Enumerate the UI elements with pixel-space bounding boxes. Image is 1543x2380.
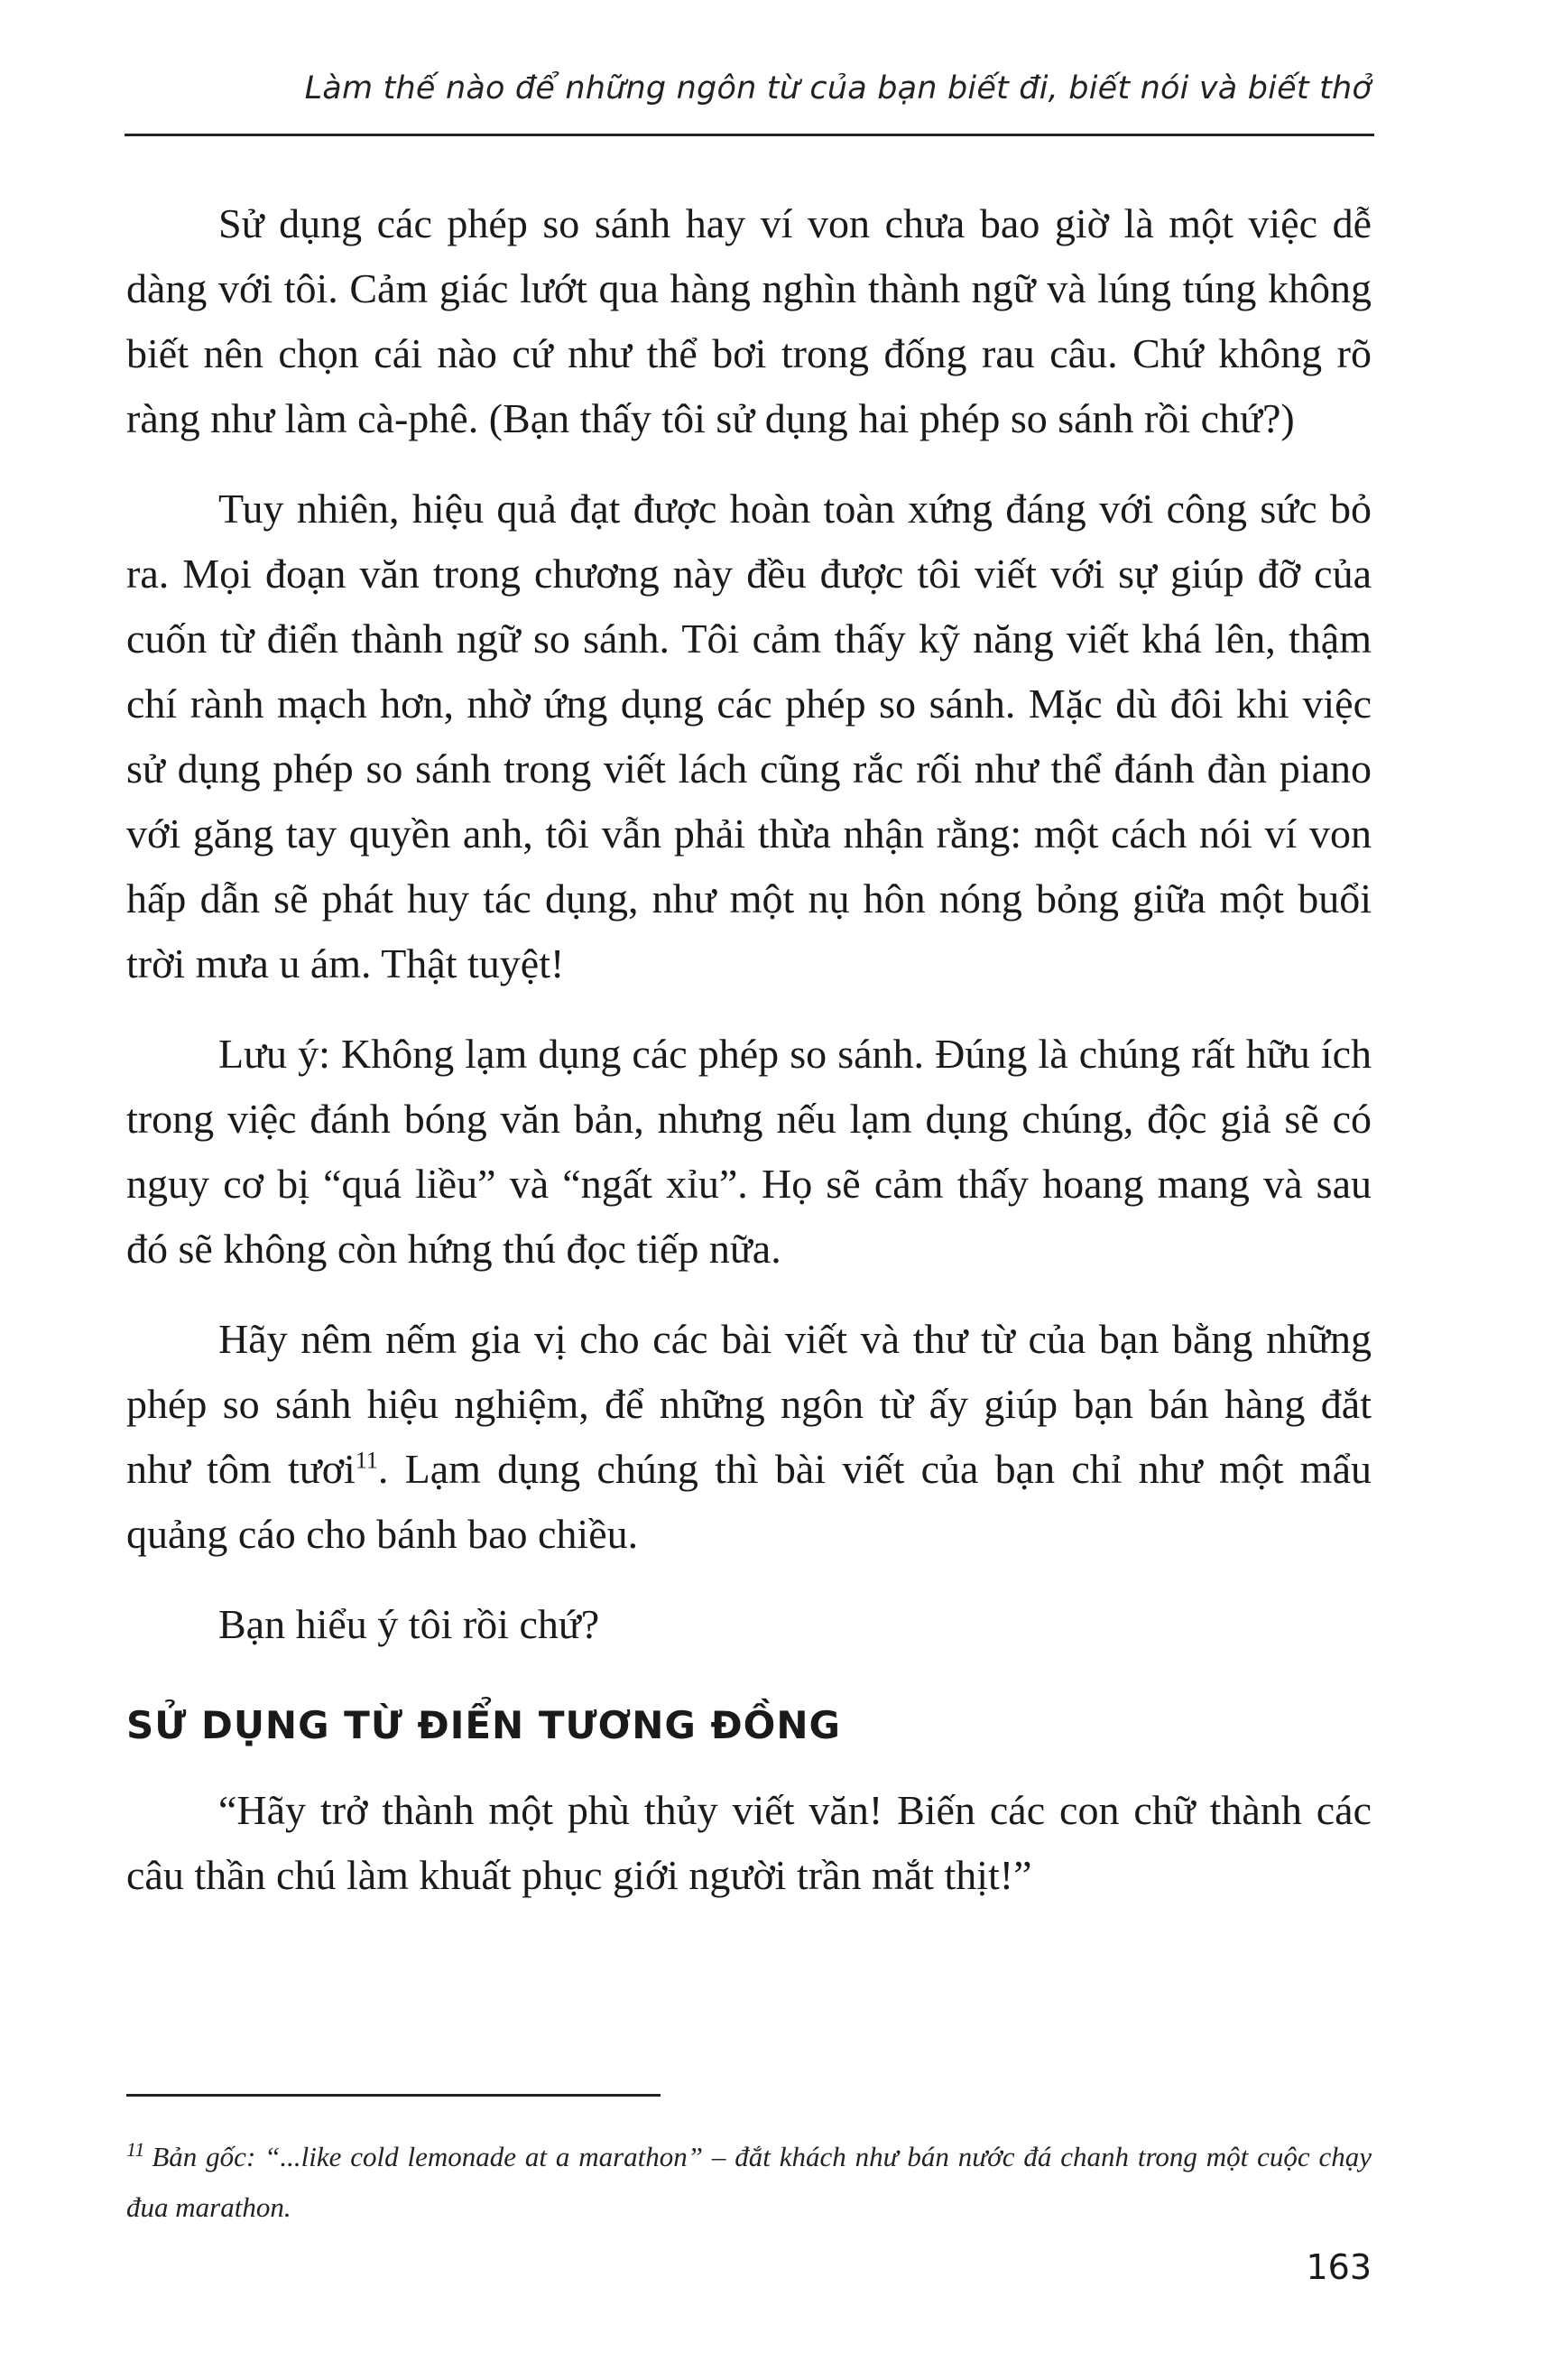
paragraph-5: Bạn hiểu ý tôi rồi chứ? — [218, 1601, 600, 1647]
footnote — [126, 2132, 1372, 2233]
footnote-reference: 11 — [355, 1447, 378, 1474]
paragraph-4 — [126, 1307, 1372, 1567]
running-header: Làm thế nào để những ngôn từ của bạn biết đi, biết nói và biết thở — [304, 70, 1372, 106]
page-number: 163 — [1306, 2247, 1372, 2287]
paragraph-2: Tuy nhiên, hiệu quả đạt được hoàn toàn xứng đáng với công sức bỏ ra. Mọi đoạn văn trong chương này đều được tôi viết với sự giúp đỡ của cuốn từ điển thành ngữ so sánh. Tôi cảm thấy kỹ năng viết khá lên, thậm chí rành mạch hơn, nhờ ứng dụng các phép so sánh. Mặc dù đôi khi việc sử dụng phép so sánh trong viết lách cũng rắc rối như thể đánh đàn piano với găng tay quyền anh, tôi vẫn phải thừa nhận rằng: một cách nói ví von hấp dẫn sẽ phát huy tác dụng, như một nụ hôn nóng bỏng giữa một buổi trời mưa u ám. Thật tuyệt! — [126, 486, 1372, 986]
body-text — [126, 191, 1372, 1933]
paragraph-4-text-b: . Lạm dụng chúng thì bài viết của bạn chỉ như một mẩu quảng cáo cho bánh bao chiều. — [126, 1446, 1372, 1557]
header-divider — [125, 134, 1374, 136]
footnote-divider — [126, 2094, 661, 2097]
paragraph-1: Sử dụng các phép so sánh hay ví von chưa bao giờ là một việc dễ dàng với tôi. Cảm giác lướt qua hàng nghìn thành ngữ và lúng túng không biết nên chọn cái nào cứ như thể bơi trong đống rau câu. Chứ không rõ ràng như làm cà-phê. (Bạn thấy tôi sử dụng hai phép so sánh rồi chứ?) — [126, 200, 1372, 441]
paragraph-3: Lưu ý: Không lạm dụng các phép so sánh. Đúng là chúng rất hữu ích trong việc đánh bóng văn bản, nhưng nếu lạm dụng chúng, độc giả sẽ có nguy cơ bị “quá liều” và “ngất xỉu”. Họ sẽ cảm thấy hoang mang và sau đó sẽ không còn hứng thú đọc tiếp nữa. — [126, 1031, 1372, 1272]
footnote-text: Bản gốc: “...like cold lemonade at a marathon” – đắt khách như bán nước đá chanh trong một cuộc chạy đua marathon. — [126, 2141, 1372, 2223]
quote-paragraph: “Hãy trở thành một phù thủy viết văn! Biến các con chữ thành các câu thần chú làm khuất phục giới người trần mắt thịt!” — [126, 1787, 1372, 1898]
paragraph-4-text-a: Hãy nêm nếm gia vị cho các bài viết và thư từ của bạn bằng những phép so sánh hiệu nghiệm, để những ngôn từ ấy giúp bạn bán hàng đắt như tôm tươi — [126, 1316, 1372, 1492]
footnote-marker: 11 — [126, 2137, 145, 2161]
section-heading: SỬ DỤNG TỪ ĐIỂN TƯƠNG ĐỒNG — [126, 1703, 842, 1747]
